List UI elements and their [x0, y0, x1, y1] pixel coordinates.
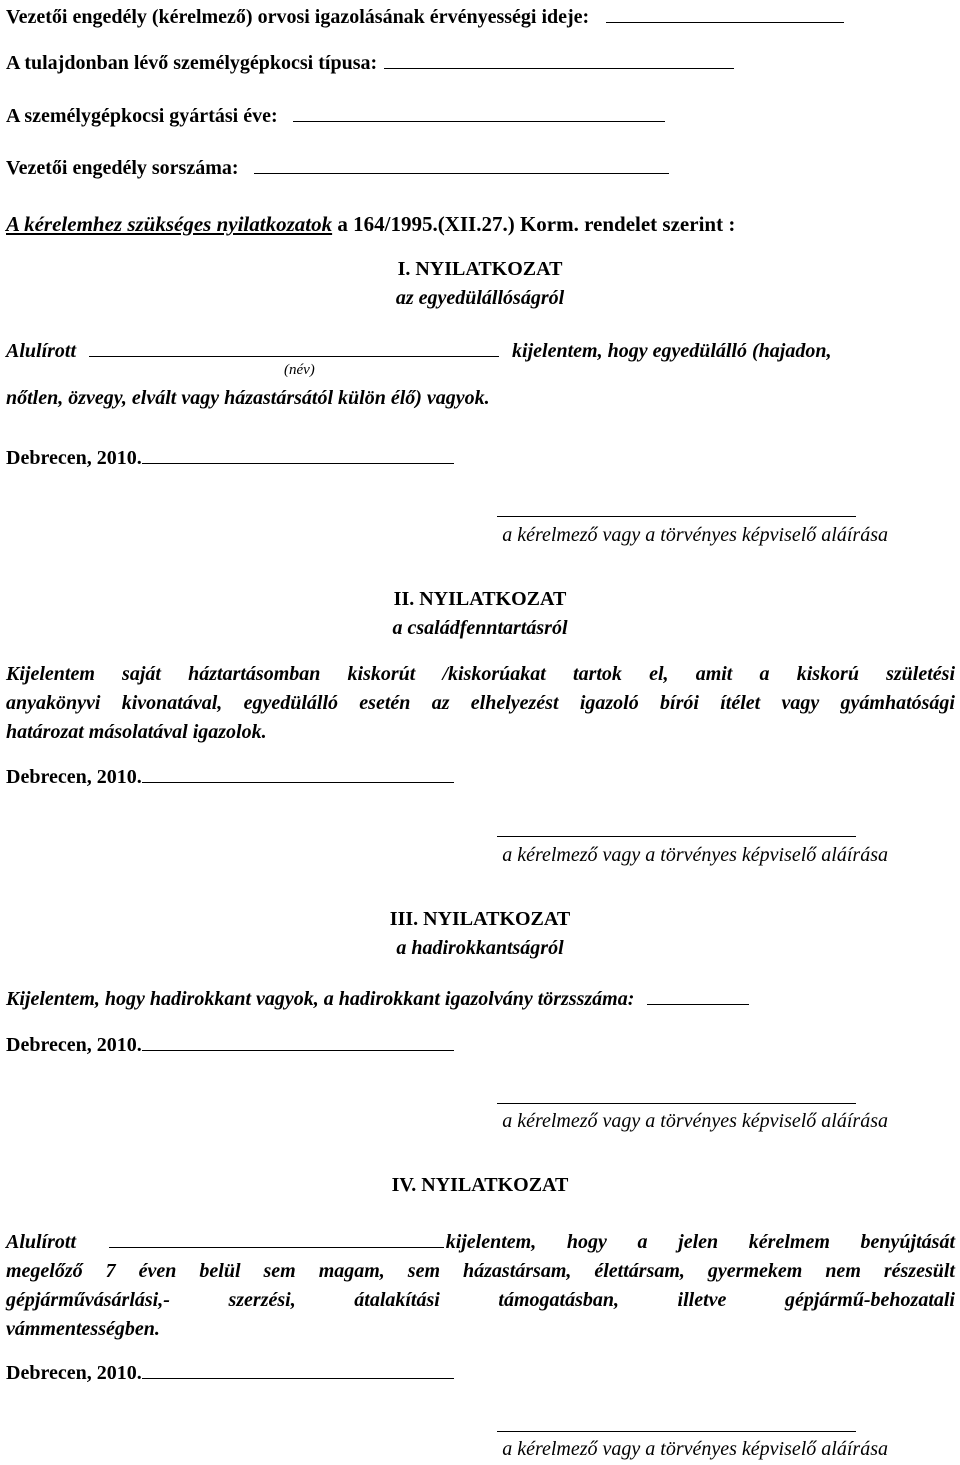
name-input[interactable] [109, 1227, 444, 1248]
section-3-title: III. NYILATKOZAT [389, 908, 571, 930]
section-4-paragraph [6, 1227, 955, 1344]
signature-caption: a kérelmező vagy a törvényes képviselő aláírása [502, 524, 888, 546]
place-date-label: Debrecen, 2010. [6, 1362, 142, 1384]
section-4-title: IV. NYILATKOZAT [391, 1174, 569, 1196]
signature-line[interactable] [497, 836, 856, 837]
date-input[interactable] [142, 1358, 454, 1379]
car-type-input[interactable] [384, 48, 734, 69]
section-3-place-date [6, 1030, 454, 1057]
alulirott-label: Alulírott [6, 340, 77, 362]
intro-line [6, 212, 735, 237]
paragraph-line: megelőző 7 éven belül sem magam, sem házastársam, élettársam, gyermekem nem részesült [6, 1260, 955, 1282]
section-1-place-date [6, 443, 454, 470]
name-input[interactable] [89, 336, 499, 357]
place-date-label: Debrecen, 2010. [6, 766, 142, 788]
section-2-subtitle: a családfenntartásról [392, 617, 568, 639]
field-label: Vezetői engedély (kérelmező) orvosi igazolásának érvényességi ideje: [6, 6, 590, 28]
section-2-place-date [6, 762, 454, 789]
paragraph-line: anyakönyvi kivonatával, egyedülálló esetén az elhelyezést igazoló bírói ítélet vagy gyámhatósági [6, 692, 955, 714]
field-label: A személygépkocsi gyártási éve: [6, 105, 278, 127]
paragraph-line: határozat másolatával igazolok. [6, 721, 267, 743]
date-input[interactable] [142, 1030, 454, 1051]
section-1-subtitle: az egyedülállóságról [395, 287, 565, 309]
section-3-line [6, 984, 749, 1011]
field-label: Vezetői engedély sorszáma: [6, 157, 239, 179]
signature-line[interactable] [497, 516, 856, 517]
declarations-link[interactable]: A kérelemhez szükséges nyilatkozatok [6, 212, 333, 236]
section-3-text: Kijelentem, hogy hadirokkant vagyok, a hadirokkant igazolvány törzsszáma: [6, 988, 635, 1010]
section-2-title: II. NYILATKOZAT [393, 588, 567, 610]
section-2-paragraph [6, 660, 955, 747]
field-car-type [6, 48, 734, 75]
section-1-line-2: nőtlen, özvegy, elvált vagy házastársától külön élő) vagyok. [6, 387, 490, 409]
section-3-subtitle: a hadirokkantságról [396, 937, 564, 959]
signature-caption: a kérelmező vagy a törvényes képviselő aláírása [502, 1110, 888, 1132]
name-hint: (név) [284, 362, 315, 378]
field-license-number [6, 153, 669, 180]
date-input[interactable] [142, 443, 454, 464]
alulirott-label: Alulírott [6, 1231, 77, 1253]
intro-text: a 164/1995.(XII.27.) Korm. rendelet szerint : [332, 212, 736, 236]
car-year-input[interactable] [293, 101, 665, 122]
paragraph-line: Kijelentem saját háztartásomban kiskorút /kiskorúakat tartok el, amit a kiskorú születési [6, 663, 955, 685]
section-1-title: I. NYILATKOZAT [397, 258, 563, 280]
field-label: A tulajdonban lévő személygépkocsi típusa: [6, 52, 378, 74]
section-1-text: kijelentem, hogy egyedülálló (hajadon, [512, 340, 832, 362]
section-4-place-date [6, 1358, 454, 1385]
place-date-label: Debrecen, 2010. [6, 1034, 142, 1056]
paragraph-line: gépjárművásárlási,- szerzési, átalakítási támogatásban, illetve gépjármű-behozatali [6, 1289, 955, 1311]
date-input[interactable] [142, 762, 454, 783]
license-number-input[interactable] [254, 153, 669, 174]
section-4-first-line [6, 1227, 955, 1257]
signature-line[interactable] [497, 1431, 856, 1432]
signature-line[interactable] [497, 1103, 856, 1104]
section-4-text: kijelentem, hogy a jelen kérelmem benyújtását [445, 1231, 955, 1253]
section-1-line-1 [6, 336, 831, 363]
signature-caption: a kérelmező vagy a törvényes képviselő aláírása [502, 1438, 888, 1460]
license-medical-validity-input[interactable] [606, 2, 844, 23]
registry-number-input[interactable] [647, 984, 749, 1005]
field-car-year [6, 101, 665, 128]
field-license-medical-validity [6, 2, 844, 29]
place-date-label: Debrecen, 2010. [6, 447, 142, 469]
paragraph-line: vámmentességben. [6, 1318, 160, 1340]
signature-caption: a kérelmező vagy a törvényes képviselő aláírása [502, 844, 888, 866]
